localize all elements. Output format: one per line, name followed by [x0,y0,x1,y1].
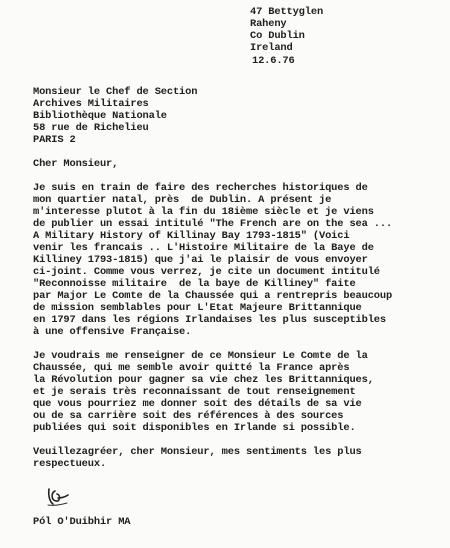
body-line: de publier un essai intitulé "The French are on the sea ... [33,218,393,230]
body-line: Killiney 1793-1815) que j'ai le plaisir de vous envoyer [33,254,368,266]
recipient-address-line: Archives Militaires [33,98,149,110]
sender-address-line: 47 Bettyglen [250,6,324,18]
body-line: m'interesse plutot à la fin du 18ième siècle et je viens [33,206,374,218]
body-line: Chaussée, qui me semble avoir quitté la France après [33,362,350,374]
body-line: en 1797 dans les régions Irlandaises les plus susceptibles [33,314,386,326]
sender-address-line: Ireland [250,42,293,54]
body-line: que vous pourriez me donner soit des détails de sa vie [33,398,362,410]
handwritten-signature-icon [46,486,72,508]
body-line: par Major Le Comte de la Chaussée qui a rentrepris beaucoup [33,290,393,302]
body-line: ci-joint. Comme vous verrez, je cite un document intitulé [33,266,380,278]
body-line: Je suis en train de faire des recherches historiques de [33,182,368,194]
body-line: A Military History of Killinay Bay 1793-1815" (Voici [33,230,350,242]
body-line: la Révolution pour gagner sa vie chez les Brittanniques, [33,374,374,386]
letter-date: 12.6.76 [252,55,295,67]
sender-address-line: Co Dublin [250,30,305,42]
body-line: "Reconnoisse militaire de la baye de Killiney" faite [33,278,356,290]
salutation: Cher Monsieur, [33,158,119,170]
recipient-address-line: Bibliothèque Nationale [33,110,167,122]
signatory-name: Pól O'Duibhir MA [33,516,131,528]
body-line: à une offensive Française. [33,326,192,338]
recipient-address-line: PARIS 2 [33,134,76,146]
body-line: publiées qui soit disponibles en Irlande si possible. [33,422,356,434]
sender-address-line: Raheny [250,18,287,30]
body-line: venir les francais .. L'Histoire Militaire de la Baye de [33,242,374,254]
recipient-address-line: 58 rue de Richelieu [33,122,149,134]
body-line: mon quartier natal, près de Dublin. A présent je [33,194,332,206]
body-line: et je serais très reconnaissant de tout renseignement [33,386,356,398]
recipient-address-line: Monsieur le Chef de Section [33,86,198,98]
body-line: de mission semblables pour L'Etat Majeure Brittannique [33,302,362,314]
body-line: ou de sa carrière soit des références à des sources [33,410,344,422]
closing-line: respectueux. [33,458,107,470]
body-line: Je voudrais me renseigner de ce Monsieur Le Comte de la [33,350,368,362]
closing-line: Veuillezagréer, cher Monsieur, mes sentiments les plus [33,446,362,458]
